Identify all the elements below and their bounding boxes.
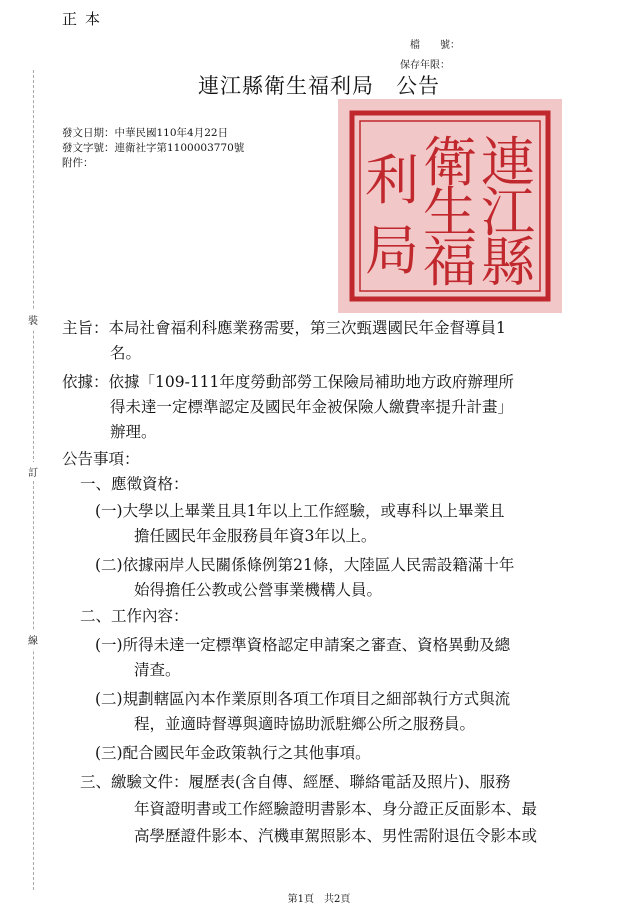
margin-char-staple: 訂 bbox=[28, 462, 38, 481]
item-line: 擔任國民年金服務員年資3年以上。 bbox=[134, 527, 377, 545]
section-heading: 一、應徵資格： bbox=[80, 475, 189, 493]
section-line: 年資證明書或工作經驗證明書影本、身分證正反面影本、最 bbox=[134, 800, 538, 818]
seal-char: 縣 bbox=[481, 231, 535, 294]
item-line: (二)依據兩岸人民關係條例第21條，大陸區人民需設籍滿十年 bbox=[95, 556, 515, 574]
section-heading: 二、工作內容： bbox=[80, 607, 189, 625]
attachment-label: 附件： bbox=[62, 157, 94, 169]
section-line: 高學歷證件影本、汽機車駕照影本、男性需附退伍令影本或 bbox=[134, 827, 538, 845]
margin-char-bind: 裝 bbox=[28, 310, 38, 329]
page-footer: 第1頁 共2頁 bbox=[287, 894, 351, 905]
seal-char: 連 bbox=[481, 131, 535, 194]
item-line: 始得擔任公教或公營事業機構人員。 bbox=[134, 581, 383, 599]
item-line: 清查。 bbox=[134, 661, 181, 679]
item-line: 程，並適時督導與適時協助派駐鄉公所之服務員。 bbox=[134, 715, 476, 733]
document-title: 連江縣衛生福利局 公告 bbox=[198, 74, 440, 98]
seal-char: 利 bbox=[365, 149, 419, 212]
retention-label: 保存年限： bbox=[400, 60, 450, 71]
seal-char: 生 bbox=[423, 181, 477, 244]
item-line: (一)所得未達一定標準資格認定申請案之審查、資格異動及總 bbox=[95, 636, 511, 654]
file-number-label: 檔 號： bbox=[410, 40, 460, 51]
subject-line: 名。 bbox=[110, 344, 142, 362]
document-number: 發文字號：連衛社字第1100003770號 bbox=[62, 142, 245, 154]
notice-heading: 公告事項： bbox=[62, 450, 140, 468]
basis-line: 得未達一定標準認定及國民年金被保險人繳費率提升計畫」 bbox=[110, 398, 514, 416]
subject-line: 主旨：本局社會福利科應業務需要，第三次甄選國民年金督導員1 bbox=[62, 319, 506, 337]
item-line: (二)規劃轄區內本作業原則各項工作項目之細部執行方式與流 bbox=[95, 690, 511, 708]
margin-char-cut: 線 bbox=[28, 630, 38, 649]
basis-line: 辦理。 bbox=[110, 423, 157, 441]
item-line: (三)配合國民年金政策執行之其他事項。 bbox=[95, 744, 371, 762]
issue-date: 發文日期：中華民國110年4月22日 bbox=[62, 127, 229, 139]
basis-line: 依據：依據「109-111年度勞動部勞工保險局補助地方政府辦理所 bbox=[62, 373, 514, 391]
seal-char: 衛 bbox=[423, 131, 477, 194]
section-line: 三、繳驗文件：履歷表(含自傳、經歷、聯絡電話及照片)、服務 bbox=[80, 773, 511, 791]
seal-graphic bbox=[338, 99, 562, 313]
seal-char: 局 bbox=[365, 219, 419, 282]
copy-label: 正本 bbox=[62, 10, 109, 28]
seal-char: 福 bbox=[423, 231, 477, 294]
official-seal bbox=[338, 99, 562, 313]
seal-char: 江 bbox=[481, 181, 535, 244]
item-line: (一)大學以上畢業且具1年以上工作經驗，或專科以上畢業且 bbox=[95, 502, 505, 520]
